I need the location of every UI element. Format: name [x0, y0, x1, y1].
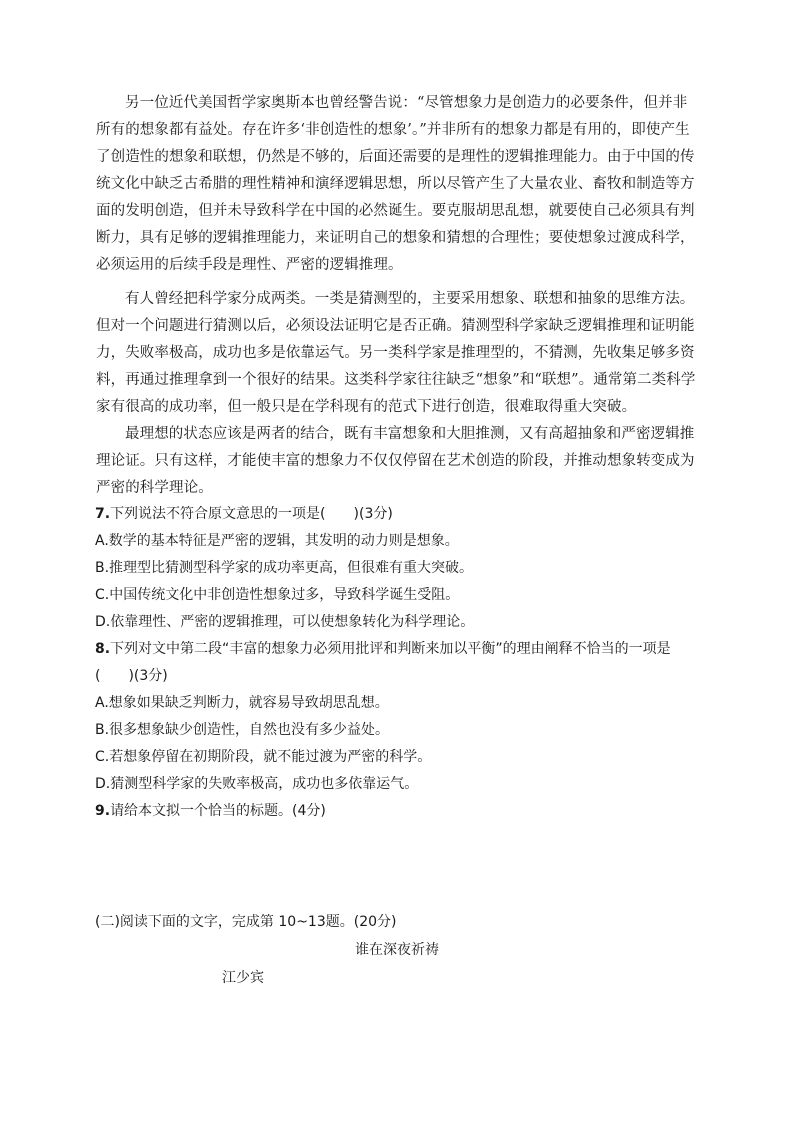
passage-paragraph-1: 另一位近代美国哲学家奥斯本也曾经警告说：“尽管想象力是创造力的必要条件，但并非所有的想象都有益处。存在许多‘非创造性的想象’。”并非所有的想象力都是有用的，即使产生了创造性的想象和联想，仍然是不够的，后面还需要的是理性的逻辑推理能力。由于中国的传统文化中缺乏古希腊的理性精神和演绎逻辑思想，所以尽管产生了大量农业、畜牧和制造等方面的发明创造，但并未导致科学在中国的必然诞生。要克服胡思乱想，就要使自己必须具有判断力，具有足够的逻辑推理能力，来证明自己的想象和猜想的合理性；要使想象过渡成科学，必须运用的后续手段是理性、严密的逻辑推理。 — [96, 95, 695, 273]
question-8-option-d: D.猜测型科学家的失败率极高，成功也多依靠运气。 — [95, 776, 419, 792]
passage-paragraph-3: 最理想的状态应该是两者的结合，既有丰富想象和大胆推测，又有高超抽象和严密逻辑推理论证。只有这样，才能使丰富的想象力不仅仅停留在艺术创造的阶段，并推动想象转变成为严密的科学理论。 — [96, 426, 695, 496]
section-2-heading: (二)阅读下面的文字，完成第 10~13题。(20分) — [95, 914, 397, 930]
question-8-option-a: A.想象如果缺乏判断力，就容易导致胡思乱想。 — [95, 695, 389, 711]
question-8-stem-continued: ( )(3分) — [95, 668, 168, 684]
question-9-stem: 9.请给本文拟一个恰当的标题。(4分) — [95, 803, 326, 819]
question-7-option-c: C.中国传统文化中非创造性想象过多，导致科学诞生受阻。 — [95, 587, 460, 603]
question-7-option-d: D.依靠理性、严密的逻辑推理，可以使想象转化为科学理论。 — [95, 614, 475, 630]
article-title: 谁在深夜祈祷 — [355, 942, 439, 958]
question-7-option-b: B.推理型比猜测型科学家的成功率更高，但很难有重大突破。 — [95, 560, 474, 576]
question-8-option-c: C.若想象停留在初期阶段，就不能过渡为严密的科学。 — [95, 749, 432, 765]
article-author: 江少宾 — [222, 970, 264, 986]
question-7-option-a: A.数学的基本特征是严密的逻辑，其发明的动力则是想象。 — [95, 533, 459, 549]
passage-paragraph-2: 有人曾经把科学家分成两类。一类是猜测型的，主要采用想象、联想和抽象的思维方法。但对一个问题进行猜测以后，必须设法证明它是否正确。猜测型科学家缺乏逻辑推理和证明能力，失败率极高，成功也多是依靠运气。另一类科学家是推理型的，不猜测，先收集足够多资料，再通过推理拿到一个很好的结果。这类科学家往往缺乏“想象”和“联想”。通常第二类科学家有很高的成功率，但一般只是在学科现有的范式下进行创造，很难取得重大突破。 — [96, 291, 696, 415]
question-8-option-b: B.很多想象缺少创造性，自然也没有多少益处。 — [95, 722, 390, 738]
question-7-stem: 7.下列说法不符合原文意思的一项是( )(3分) — [95, 506, 393, 522]
question-8-stem: 8.下列对文中第二段“丰富的想象力必须用批评和判断来加以平衡”的理由阐释不恰当的一项是 — [95, 641, 671, 657]
